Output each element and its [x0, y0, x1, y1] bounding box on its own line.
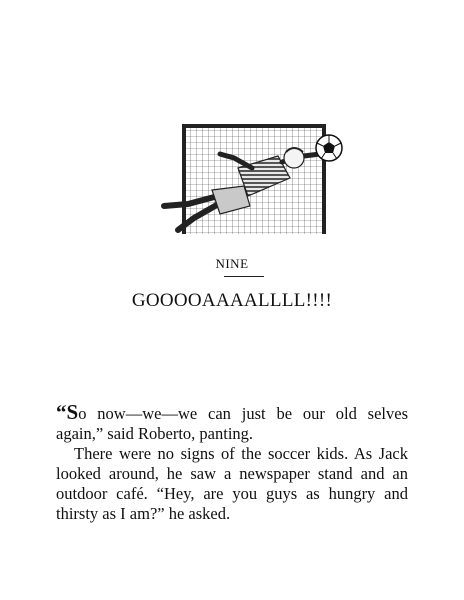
chapter-number: NINE — [215, 256, 249, 271]
soccer-goal-illustration — [148, 118, 348, 240]
chapter-divider — [224, 276, 264, 277]
soccer-ball — [316, 135, 342, 161]
paragraph-1 — [56, 402, 408, 444]
drop-cap: “S — [56, 400, 79, 424]
chapter-title: GOOOOAAAALLLL!!!! — [131, 290, 333, 311]
paragraph-1-text: o now—we—we can just be our old selves again,” said Roberto, panting. — [56, 404, 408, 443]
body-text — [56, 402, 408, 524]
paragraph-2: There were no signs of the soccer kids. As Jack looked around, he saw a newspaper stand and an outdoor café. “Hey, are you guys as hungry and thirsty as I am?” he asked. — [56, 444, 408, 523]
